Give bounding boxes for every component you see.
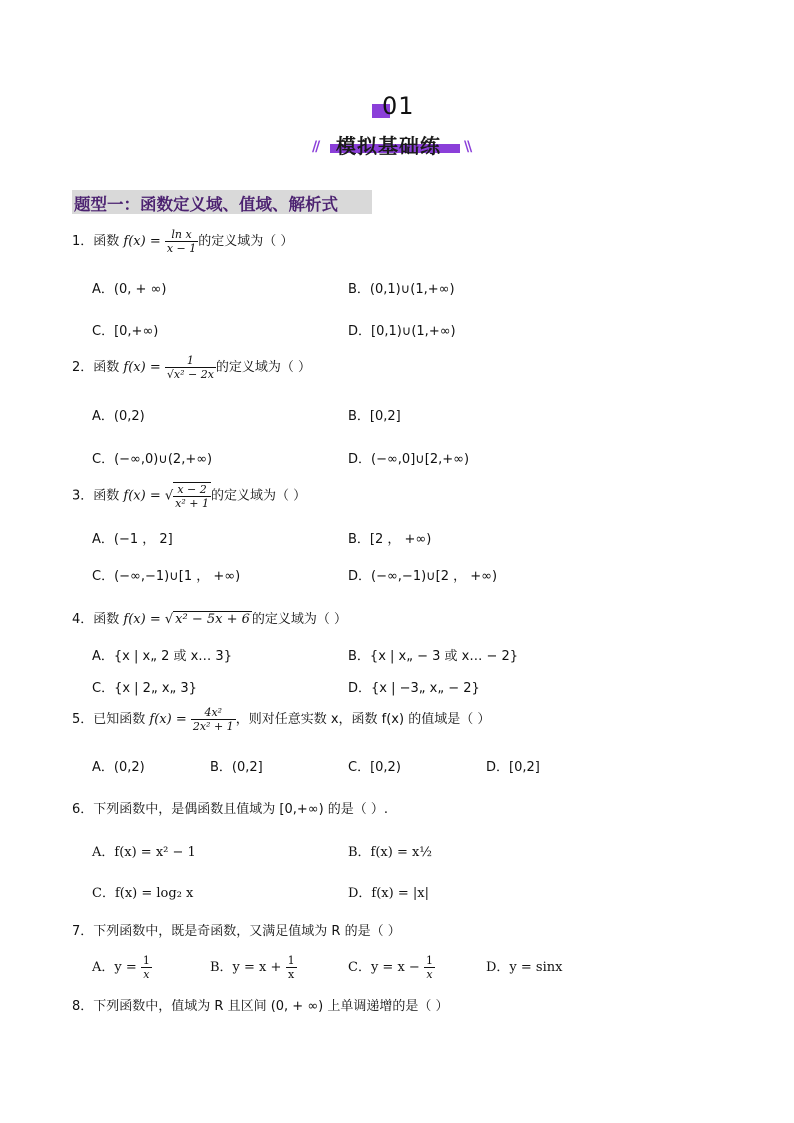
fraction-denominator: x² + 1 — [175, 497, 209, 510]
fraction: $\frac{1}{x}$ — [287, 954, 295, 981]
square-root-symbol: √ x² − 5x + 6 — [164, 612, 250, 627]
question-3 — [72, 482, 306, 510]
slash-decoration-left: // — [312, 139, 319, 155]
question-2 — [72, 354, 311, 381]
option-d: D．(−∞,0]∪[2,+∞) — [348, 452, 470, 467]
fraction-numerator: ln x — [165, 228, 198, 242]
option-a: A．f(x) = x² − 1 — [92, 845, 196, 860]
option-a: A．(0, + ∞) — [92, 282, 167, 297]
chapter-header — [0, 92, 794, 162]
option-c: C．[0,+∞) — [92, 324, 159, 339]
question-8: 8．下列函数中，值域为 R 且区间 (0, + ∞) 上单调递增的是（ ） — [72, 999, 449, 1014]
option-a: A．(0,2) — [92, 409, 145, 424]
fraction-denominator: 2x² + 1 — [192, 720, 234, 733]
function-expression: f(x) = — [123, 234, 161, 249]
question-stem-prefix: 2．函数 — [72, 360, 124, 375]
function-expression: f(x) = — [149, 712, 187, 727]
option-b-text: B．y = x + — [210, 960, 282, 975]
fraction-numerator: 4x² — [191, 706, 236, 720]
option-d: D．(−∞,−1)∪[2 ， +∞) — [348, 569, 498, 584]
option-b: B．[2 ， +∞) — [348, 532, 432, 547]
option-b — [210, 954, 297, 981]
fraction: $\frac{1}{x}$ — [425, 954, 433, 981]
option-c: C．[0,2) — [348, 760, 401, 775]
question-stem-suffix: ，则对任意实数 x，函数 f(x) 的值域是（ ） — [235, 712, 491, 727]
option-d: D．[0,1)∪(1,+∞) — [348, 324, 456, 339]
function-expression: f(x) = — [123, 612, 161, 627]
question-stem-prefix: 4．函数 — [72, 612, 124, 627]
question-7: 7．下列函数中，既是奇函数，又满足值域为 R 的是（ ） — [72, 924, 401, 939]
function-expression: f(x) = — [123, 488, 161, 504]
slash-decoration-right: \\ — [464, 139, 471, 155]
question-stem-suffix: 的定义域为（ ） — [215, 360, 312, 375]
option-d: D．[0,2] — [486, 760, 540, 775]
question-5 — [72, 706, 490, 733]
question-stem-suffix: 的定义域为（ ） — [210, 488, 307, 504]
option-c: C．(−∞,0)∪(2,+∞) — [92, 452, 213, 467]
option-d: D．f(x) = |x| — [348, 886, 429, 901]
option-c: C．f(x) = log₂ x — [92, 886, 194, 901]
question-stem-prefix: 1．函数 — [72, 234, 124, 249]
question-stem-prefix: 3．函数 — [72, 488, 124, 504]
option-c: C．{x | 2„ x„ 3} — [92, 681, 197, 696]
question-stem-prefix: 5．已知函数 — [72, 712, 150, 727]
fraction: $\frac{1}{x}$ — [142, 954, 150, 981]
fraction-numerator: x − 2 — [173, 482, 211, 497]
option-a: A．(−1 ， 2] — [92, 532, 173, 547]
question-stem-suffix: 的定义域为（ ） — [251, 612, 348, 627]
option-b: B．f(x) = x½ — [348, 845, 432, 860]
fraction — [165, 354, 216, 381]
option-a: A．(0,2) — [92, 760, 145, 775]
question-stem-suffix: 的定义域为（ ） — [198, 234, 294, 249]
option-b: B．(0,2] — [210, 760, 263, 775]
option-c — [348, 954, 435, 981]
fraction-numerator: 1 — [165, 354, 216, 368]
chapter-title: 模拟基础练 — [336, 134, 441, 158]
option-a: A．{x | x„ 2 或 x… 3} — [92, 649, 232, 664]
fraction-denominator: x − 1 — [166, 242, 197, 255]
option-b: B．(0,1)∪(1,+∞) — [348, 282, 455, 297]
fraction — [165, 228, 198, 255]
option-b: B．{x | x„ − 3 或 x… − 2} — [348, 649, 519, 664]
option-c: C．(−∞,−1)∪[1 ， +∞) — [92, 569, 241, 584]
question-1 — [72, 228, 293, 255]
fraction — [191, 706, 236, 733]
option-a-text: A．y = — [92, 960, 137, 975]
function-expression: f(x) = — [123, 360, 161, 375]
section-heading — [72, 190, 372, 214]
option-a — [92, 954, 152, 981]
section-title: 题型一：函数定义域、值域、解析式 — [74, 195, 338, 214]
fraction — [173, 482, 211, 510]
chapter-number: 01 — [382, 92, 415, 120]
question-4 — [72, 608, 347, 627]
square-root-symbol: √ — [164, 488, 174, 504]
question-6: 6．下列函数中，是偶函数且值域为 [0,+∞) 的是（ ）. — [72, 802, 389, 817]
option-d: D．{x | −3„ x„ − 2} — [348, 681, 480, 696]
option-c-text: C．y = x − — [348, 960, 420, 975]
radicand: x² − 5x + 6 — [175, 612, 250, 627]
option-b: B．[0,2] — [348, 409, 401, 424]
option-d: D．y = sinx — [486, 960, 563, 975]
fraction-denominator: √x² − 2x — [166, 368, 214, 381]
